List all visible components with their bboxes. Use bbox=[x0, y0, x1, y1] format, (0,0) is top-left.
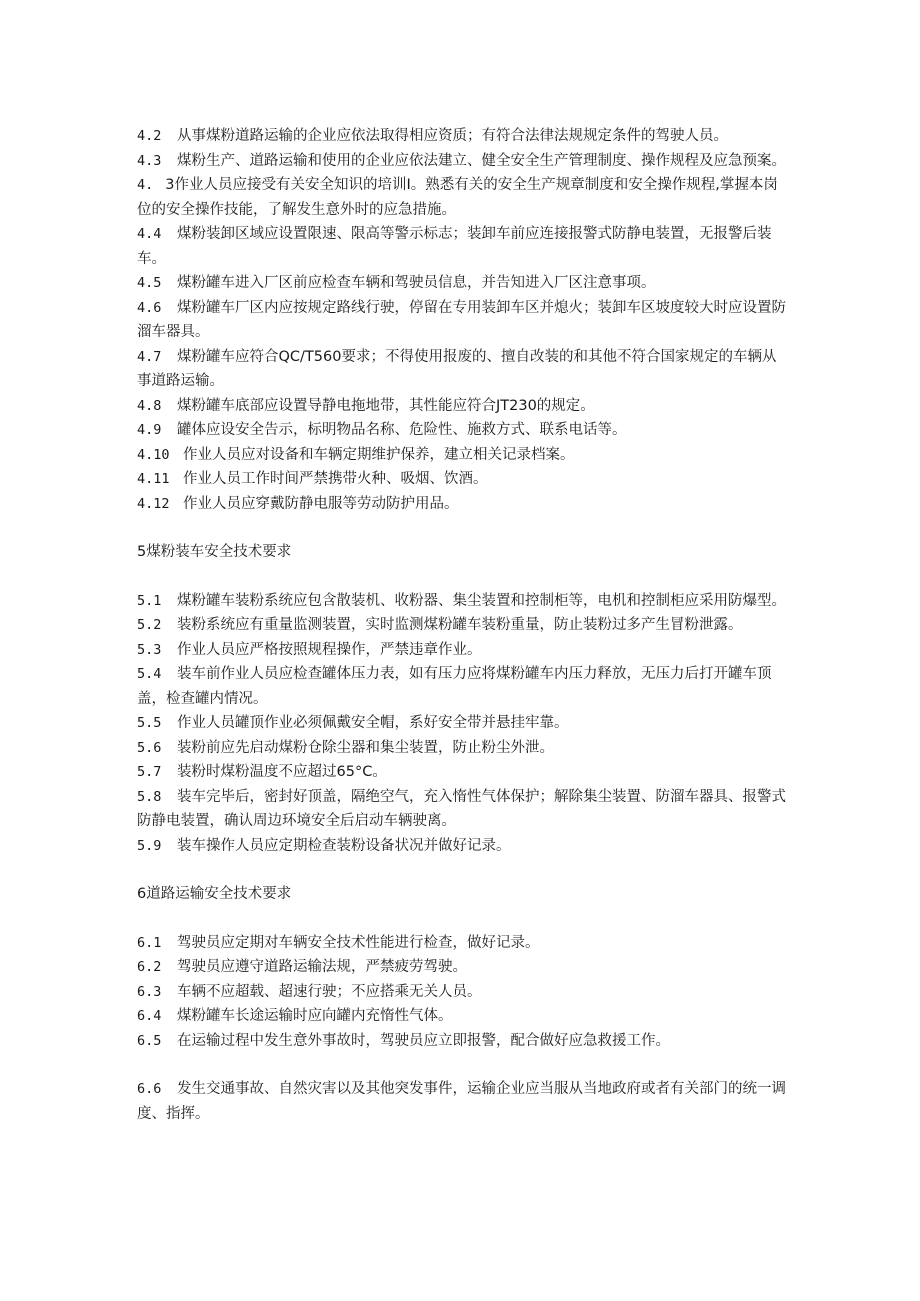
clause-number: 4.6 bbox=[137, 299, 162, 316]
clause-text: 装车操作人员应定期检查装粉设备状况并做好记录。 bbox=[177, 837, 511, 854]
clause-6-6 bbox=[137, 1077, 787, 1126]
clause-5-1 bbox=[137, 589, 787, 614]
clause-number: 5.9 bbox=[137, 837, 162, 854]
clause-number: 6.4 bbox=[137, 1008, 162, 1024]
clause-text: 装粉时煤粉温度不应超过65°C。 bbox=[177, 764, 387, 780]
document-page bbox=[137, 124, 787, 1126]
clause-5-2 bbox=[137, 613, 787, 638]
clause-text: 煤粉罐车长途运输时应向罐内充惰性气体。 bbox=[177, 1008, 453, 1024]
clause-text: 作业人员工作时间严禁携带火种、吸烟、饮酒。 bbox=[183, 471, 488, 487]
clause-text: 煤粉生产、道路运输和使用的企业应依法建立、健全安全生产管理制度、操作规程及应急预案。 bbox=[177, 152, 786, 169]
clause-number: 5.7 bbox=[137, 764, 162, 780]
clause-4-4 bbox=[137, 222, 787, 271]
clause-text: 罐体应设安全告示，标明物品名称、危险性、施救方式、联系电话等。 bbox=[177, 422, 627, 438]
clause-4-5 bbox=[137, 271, 787, 296]
clause-text: 煤粉罐车应符合QC/T560要求；不得使用报废的、擅自改装的和其他不符合国家规定的车辆从事道路运输。 bbox=[137, 348, 777, 389]
clause-4-2 bbox=[137, 124, 787, 149]
clause-4-6 bbox=[137, 296, 787, 345]
clause-5-9 bbox=[137, 834, 787, 859]
clause-6-4 bbox=[137, 1004, 787, 1029]
clause-4-3 bbox=[137, 149, 787, 174]
clause-6-5 bbox=[137, 1029, 787, 1054]
clause-text: 从事煤粉道路运输的企业应依法取得相应资质；有符合法律法规规定条件的驾驶人员。 bbox=[177, 128, 728, 144]
clause-number: 5.1 bbox=[137, 592, 162, 609]
clause-text: 发生交通事故、自然灾害以及其他突发事件，运输企业应当服从当地政府或者有关部门的统一调度、指挥。 bbox=[137, 1081, 786, 1122]
clause-text: 作业人员罐顶作业必须佩戴安全帽，系好安全带并悬挂牢靠。 bbox=[177, 715, 569, 731]
clause-text: 装车前作业人员应检查罐体压力表，如有压力应将煤粉罐车内压力释放，无压力后打开罐车顶盖，检查罐内情况。 bbox=[137, 666, 772, 707]
clause-text: 作业人员应对设备和车辆定期维护保养，建立相关记录档案。 bbox=[183, 446, 575, 463]
clause-text: 驾驶员应遵守道路运输法规，严禁疲劳驾驶。 bbox=[177, 959, 467, 975]
clause-4-7 bbox=[137, 345, 787, 394]
section-heading-5: 5煤粉装车安全技术要求 bbox=[137, 544, 292, 560]
clause-text: 装粉前应先启动煤粉仓除尘器和集尘装置，防止粉尘外泄。 bbox=[177, 739, 554, 756]
clause-5-6 bbox=[137, 736, 787, 761]
clause-4-9 bbox=[137, 418, 787, 443]
clause-number: 4.9 bbox=[137, 422, 162, 438]
clause-number: 5.2 bbox=[137, 617, 162, 633]
clause-number: 4.7 bbox=[137, 348, 162, 365]
clause-6-3 bbox=[137, 980, 787, 1005]
clause-text: 作业人员应穿戴防静电服等劳动防护用品。 bbox=[183, 495, 459, 512]
clause-number: 4.5 bbox=[137, 275, 162, 291]
clause-4-11 bbox=[137, 467, 787, 492]
clause-text: 装粉系统应有重量监测装置，实时监测煤粉罐车装粉重量，防止装粉过多产生冒粉泄露。 bbox=[177, 617, 743, 633]
clause-text: 煤粉罐车厂区内应按规定路线行驶，停留在专用装卸车区并熄火；装卸车区坡度较大时应设置防溜车器具。 bbox=[137, 299, 786, 340]
clause-number: 5.3 bbox=[137, 641, 162, 658]
clause-6-2 bbox=[137, 955, 787, 980]
clause-5-5 bbox=[137, 711, 787, 736]
clause-5-4 bbox=[137, 662, 787, 711]
clause-number: 4.11 bbox=[137, 471, 170, 487]
clause-5-8 bbox=[137, 785, 787, 834]
clause-text: 作业人员应严格按照规程操作，严禁违章作业。 bbox=[177, 641, 482, 658]
clause-text: 驾驶员应定期对车辆安全技术性能进行检查，做好记录。 bbox=[177, 934, 540, 951]
clause-4-10 bbox=[137, 443, 787, 468]
clause-number: 6.3 bbox=[137, 983, 162, 1000]
clause-number: 4.12 bbox=[137, 495, 170, 512]
clause-text: 煤粉罐车进入厂区前应检查车辆和驾驶员信息，并告知进入厂区注意事项。 bbox=[177, 275, 656, 291]
clause-text: 车辆不应超载、超速行驶；不应搭乘无关人员。 bbox=[177, 983, 482, 1000]
clause-6-1 bbox=[137, 931, 787, 956]
clause-4-3-training bbox=[137, 173, 787, 222]
clause-number: 4.3 bbox=[137, 152, 162, 169]
clause-text: 装车完毕后，密封好顶盖，隔绝空气，充入惰性气体保护；解除集尘装置、防溜车器具、报警式防静电装置，确认周边环境安全后启动车辆驶离。 bbox=[137, 788, 786, 829]
clause-number: 5.6 bbox=[137, 739, 162, 756]
clause-number: 4.8 bbox=[137, 397, 162, 414]
paragraph-gap bbox=[137, 1053, 787, 1077]
clause-number: 6.1 bbox=[137, 934, 162, 951]
clause-number: 6.6 bbox=[137, 1081, 162, 1097]
clause-number: 6.2 bbox=[137, 959, 162, 975]
clause-4-12 bbox=[137, 492, 787, 517]
clause-text: 煤粉罐车底部应设置导静电拖地带，其性能应符合JT230的规定。 bbox=[177, 397, 595, 414]
clause-number: 4.10 bbox=[137, 446, 170, 463]
clause-number: 5.4 bbox=[137, 666, 162, 682]
clause-text: 煤粉罐车装粉系统应包含散装机、收粉器、集尘装置和控制柜等，电机和控制柜应采用防爆型。 bbox=[177, 592, 786, 609]
clause-number: 4. bbox=[137, 177, 154, 193]
clause-text: 在运输过程中发生意外事故时，驾驶员应立即报警，配合做好应急救援工作。 bbox=[177, 1032, 670, 1049]
clause-number: 5.5 bbox=[137, 715, 162, 731]
clause-text: 3作业人员应接受有关安全知识的培训Ⅰ。熟悉有关的安全生产规章制度和安全操作规程,掌握本岗位的安全操作技能，了解发生意外时的应急措施。 bbox=[137, 177, 778, 218]
clause-number: 6.5 bbox=[137, 1032, 162, 1049]
clause-4-8 bbox=[137, 394, 787, 419]
clause-text: 煤粉装卸区域应设置限速、限高等警示标志；装卸车前应连接报警式防静电装置，无报警后装车。 bbox=[137, 226, 772, 267]
clause-number: 4.4 bbox=[137, 226, 162, 242]
clause-number: 5.8 bbox=[137, 788, 162, 805]
clause-number: 4.2 bbox=[137, 128, 162, 144]
section-heading-6: 6道路运输安全技术要求 bbox=[137, 886, 292, 902]
clause-5-3 bbox=[137, 638, 787, 663]
clause-5-7 bbox=[137, 760, 787, 785]
